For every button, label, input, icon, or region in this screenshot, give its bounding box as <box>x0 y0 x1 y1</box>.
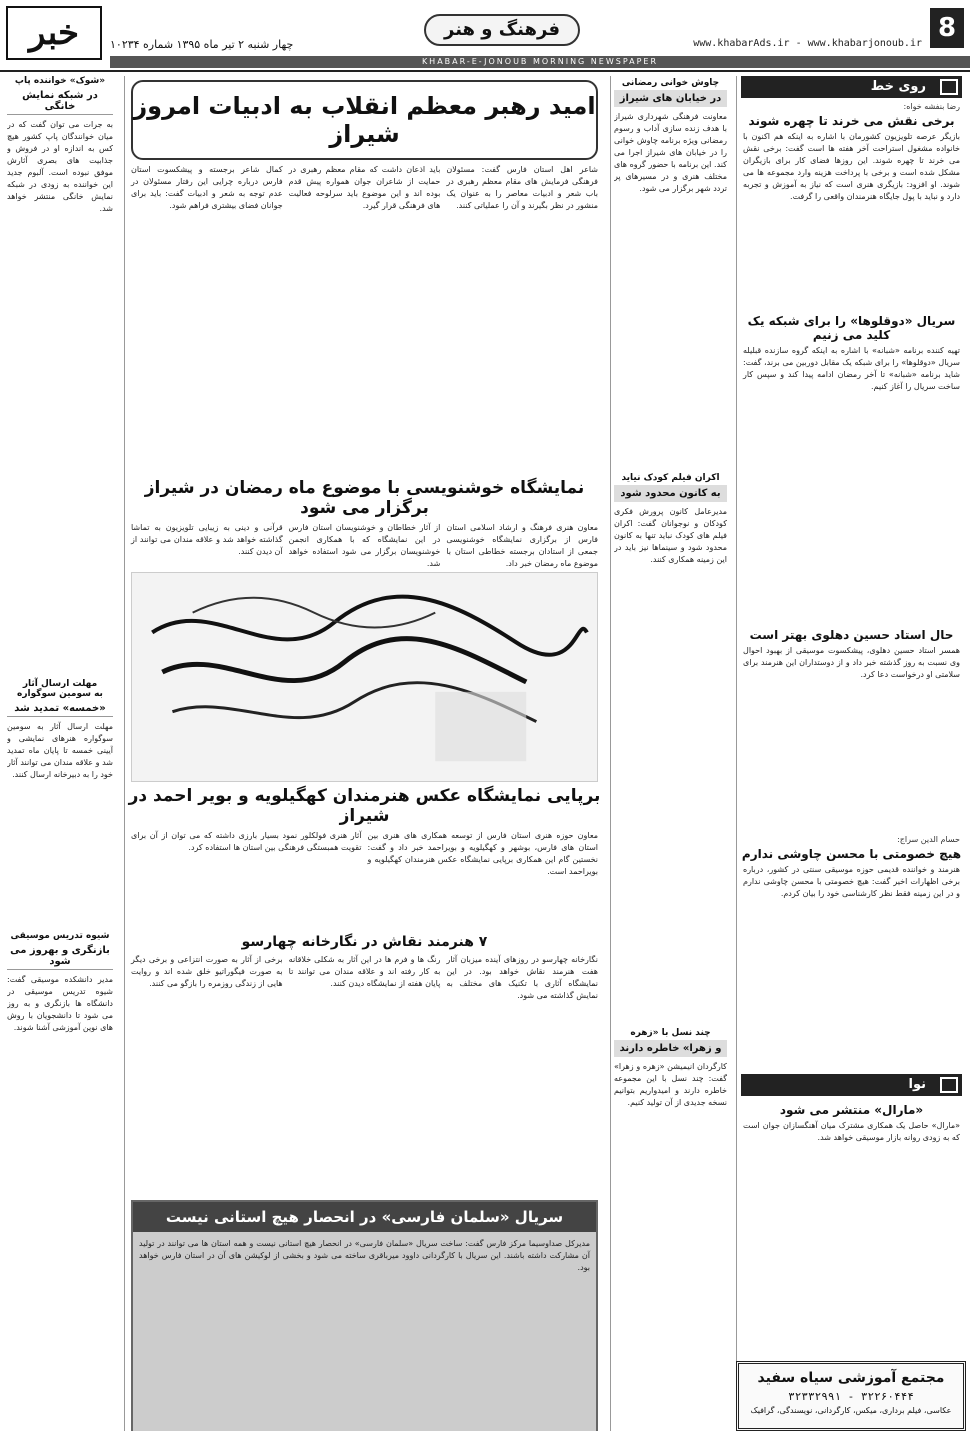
article-title: برخی نقش می خرند تا چهره شوند <box>748 114 955 128</box>
box-icon <box>940 79 958 95</box>
issue-date: چهار شنبه ۲ تیر ماه ۱۳۹۵ شماره ۱۰۲۳۴ <box>110 38 294 51</box>
article-body: هنرمند و خواننده قدیمی حوزه موسیقی سنتی در کشور، درباره برخی اظهارات اخیر گفت: هیچ خصومتی با محسن چاوشی ندارم و در این زمینه فقط نظر کارشناسی خود را بیان کردم. <box>743 865 960 898</box>
section-title: فرهنگ و هنر <box>424 14 580 46</box>
left-column <box>4 76 116 1431</box>
advertisement[interactable] <box>736 1361 966 1431</box>
ad-subtitle: عکاسی، فیلم برداری، میکس، کارگردانی، نویسندگی، گرافیک <box>750 1406 952 1415</box>
ad-phone: ۳۲۳۳۲۹۹۱ - ۳۲۲۶۰۴۴۴ <box>788 1390 914 1403</box>
tagline: KHABAR-E-JONOUB MORNING NEWSPAPER <box>110 56 970 68</box>
ruye-khat-header: روی خط <box>741 76 962 98</box>
article-title: و زهرا» خاطره دارند <box>614 1040 727 1057</box>
boxed-article <box>131 1200 598 1431</box>
article-kicker: چاوش خوانی رمضانی <box>621 78 720 88</box>
article-body: باید اذعان داشت که مقام معظم رهبری در حمایت از شاعران جوان همواره پیش قدم بوده اند و این موضوع باید سرلوحه فعالیت های فرهنگی قرار گیرد. <box>288 165 441 210</box>
article-headline: نمایشگاه خوشنویسی با موضوع ماه رمضان در شیراز برگزار می شود <box>144 478 585 518</box>
article-kicker: «شوک» خواننده پاپ <box>14 76 106 86</box>
lead-headline: امید رهبر معظم انقلاب به ادبیات امروز شیراز <box>131 80 598 160</box>
article-body: شاعر اهل استان فارس گفت: مسئولان فرهنگی فرمایش های مقام معظم رهبری در باب شعر و ادبیات معاصر را به عنوان یک منشور در نظر بگیرند و آن را عملیاتی کنند. <box>446 165 598 210</box>
article-kicker: شیوه تدریس موسیقی <box>10 931 110 941</box>
main-column <box>124 76 604 1431</box>
nava-header: نوا <box>741 1074 962 1096</box>
article-kicker: به سومین سوگواره <box>17 689 103 699</box>
lead-article <box>125 164 604 474</box>
article-title: هیچ خصومتی با محسن چاوشی ندارم <box>741 847 962 861</box>
page-number: 8 <box>930 8 964 48</box>
midright-column <box>610 76 730 1431</box>
article-kicker: مهلت ارسال آثار <box>22 679 98 689</box>
article-body: تهیه کننده برنامه «شبانه» با اشاره به اینکه گروه سازنده قبلیله سریال «دوقلوها» را برای شبکه یک مقابل دوربین می برند، گفت: شاید برنامه «شبانه» تا آخر رمضان ادامه پیدا کند و سپس کار ساخت سریال را آغاز کنیم. <box>743 346 960 391</box>
article-body-block <box>125 830 604 930</box>
right-column <box>736 76 966 1431</box>
article-title: سریال «دوقلوها» را برای شبکه یک کلید می زنیم <box>747 314 956 342</box>
article-title: حال استاد حسین دهلوی بهتر است <box>749 628 954 642</box>
article-title: در شبکه نمایش خانگی <box>7 90 113 115</box>
article-body: به جرات می توان گفت که در میان خوانندگان پاپ کشور هیچ کس به اندازه او در فروش و جذابیت های بصری آثارش موفق نبوده است. آلبوم جدید این خواننده به زودی در شبکه نمایش خانگی منتشر خواهد شد. <box>7 120 113 213</box>
box-icon <box>940 1077 958 1093</box>
article-title: بازنگری و بهروز می شود <box>7 945 113 970</box>
article-intro <box>125 522 604 572</box>
article-headline: ۷ هنرمند نقاش در نگارخانه چهارسو <box>241 934 488 950</box>
article-kicker: حسام الدین سراج: <box>897 835 960 844</box>
newspaper-logo: خبر <box>6 6 102 60</box>
article-body: معاون حوزه هنری استان فارس از توسعه همکاری های هنری بین استان های فارس، بوشهر و کهگیلویه و بویراحمد خبر داد و گفت: نخستین گام این همکاری برپایی نمایشگاه عکس هنرمندان کهگیلویه و بویراحمد است. <box>367 831 598 876</box>
article-body: مدیرعامل کانون پرورش فکری کودکان و نوجوانان گفت: اکران فیلم های کودک نباید تنها به کانون محدود شود و سینماها نیز باید در این زمینه همکاری کنند. <box>614 507 727 564</box>
article-body: بازیگر عرصه تلویزیون کشورمان با اشاره به اینکه هم اکنون با خانواده مشغول استراحت آخر هفته ها است گفت: برخی نقش می خرند تا چهره شوند. این روزها فضای کار برای بازیگران مشکل شده است و برخی با پرداخت هزینه وارد مجموعه ها می شوند. او افزود: بازیگری هنری است که نیاز به آموزش و تجربه دارد و نباید با پول جایگاه هنرمندان واقعی را گرفت. <box>743 132 960 201</box>
article-body: مهلت ارسال آثار به سومین سوگواره هنرهای نمایشی و آیینی خمسه تا پایان ماه تمدید شد و علاقه مندان می توانند آثار خود را به دبیرخانه ارسال کنند. <box>7 722 113 779</box>
masthead <box>0 0 970 72</box>
calligraphy-drawing <box>132 573 597 781</box>
article-body: از آثار خطاطان و خوشنویسان استان فارس در این نمایشگاه که با همکاری انجمن خوشنویسان برگزار می شود استفاده خواهد شد. <box>288 523 441 568</box>
article-title: در خیابان های شیراز <box>614 90 727 107</box>
article-body: رنگ ها و فرم ها در این آثار به شکلی خلاقانه به کار رفته اند و علاقه مندان می توانند تا پایان هفته از نمایشگاه دیدن کنند. <box>288 955 441 988</box>
article-body: کارگردان انیمیشن «زهره و زهرا» گفت: چند نسل با این مجموعه خاطره دارند و امیدواریم بتوانیم نسخه جدیدی از آن تولید کنیم. <box>614 1062 727 1107</box>
article-title: «خمسه» تمدید شد <box>7 703 113 717</box>
article-body: مدیر دانشکده موسیقی گفت: شیوه تدریس موسیقی در دانشگاه ها بازنگری و به روز می شود تا دانشجویان با روش های نوین آموزشی آشنا شوند. <box>7 975 113 1032</box>
article-headline: برپایی نمایشگاه عکس هنرمندان کهگیلویه و بویر احمد در شیراز <box>128 786 601 826</box>
article-body: آثار هنری فولکلور نمود بسیار بارزی داشته که می توان از آن برای تقویت همبستگی فرهنگی بین استان ها استفاده کرد. <box>131 831 362 852</box>
article-title: به کانون محدود شود <box>614 485 727 502</box>
article-kicker: اکران فیلم کودک نیاید <box>621 473 720 483</box>
article-body: برخی از آثار به صورت انتزاعی و برخی دیگر به صورت فیگوراتیو خلق شده اند و روایت هایی از زندگی روزمره را بازگو می کنند. <box>130 955 283 988</box>
site-url[interactable]: www.khabarAds.ir - www.khabarjonoub.ir <box>693 38 922 49</box>
article-body: معاون هنری فرهنگ و ارشاد اسلامی استان فارس از برگزاری نمایشگاه خوشنویسی جمعی از استادان برجسته خطاطی استان با موضوع ماه رمضان خبر داد. <box>446 523 598 568</box>
article-body: «مارال» حاصل یک همکاری مشترک میان آهنگسازان جوان است که به زودی روانه بازار موسیقی خواهد شد. <box>743 1121 960 1142</box>
article-body-block <box>125 954 604 1194</box>
article-body: معاونت فرهنگی شهرداری شیراز با هدف زنده سازی آداب و رسوم رمضانی ویژه برنامه چاوش خوانی را در خیابان های شیراز اجرا می کند. این برنامه با حضور گروه های مختلف هنری و در مسیرهای پر تردد شهر برگزار می شود. <box>614 112 727 193</box>
article-body: نگارخانه چهارسو در روزهای آینده میزبان آثار هفت هنرمند نقاش خواهد بود. در این نمایشگاه آثاری با تکنیک های مختلف به نمایش گذاشته می شود. <box>446 955 598 1000</box>
ad-title: مجتمع آموزشی سیاه سفید <box>757 1370 945 1386</box>
article-body: قرآنی و دینی به زیبایی تلویزیون به تماشا گذاشته خواهد شد و علاقه مندان می توانند از آن دیدن کنند. <box>130 523 283 556</box>
boxed-article-title: سریال «سلمان فارسی» در انحصار هیچ استانی نیست <box>133 1202 596 1232</box>
article-body: همسر استاد حسین دهلوی، پیشکسوت موسیقی از بهبود احوال وی نسبت به روز گذشته خبر داد و از دوستداران این هنرمند برای سلامتی او درخواست دعا کرد. <box>743 646 960 679</box>
boxed-article-body: مدیرکل صداوسیما مرکز فارس گفت: ساخت سریال «سلمان فارسی» در انحصار هیچ استانی نیست و همه استان ها می توانند در تولید آن مشارکت داشته باشند. این سریال با کارگردانی داوود میرباقری ساخته می شود و بخشی از لوکیشن های آن در استان فارس خواهد بود. <box>139 1239 590 1272</box>
article-kicker: چند نسل با «زهره <box>630 1028 711 1038</box>
article-body: کمال شاعر برجسته و پیشکسوت استان فارس درباره چرایی این رفتار مسئولان در عدم توجه به شعر و ادبیات گفت: باید برای جوانان فضای بیشتری فراهم شود. <box>130 165 283 210</box>
calligraphy-photo <box>131 572 598 782</box>
article-title: «مارال» منتشر می شود <box>779 1103 924 1117</box>
article-kicker: رضا بنفشه خواه: <box>903 102 960 111</box>
